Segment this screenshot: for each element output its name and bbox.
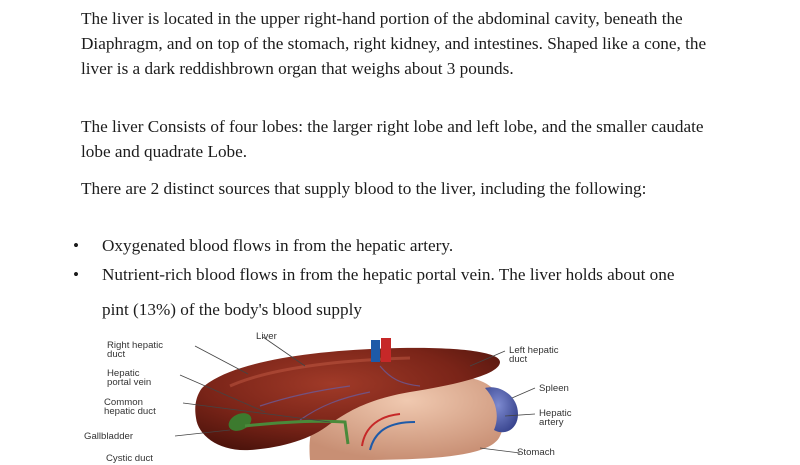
label-left-hepatic-duct-2: duct <box>509 354 528 365</box>
label-common-hepatic-duct: Common <box>104 397 143 408</box>
lobes-paragraph: The liver Consists of four lobes: the larger right lobe and left lobe, and the smaller caudate lobe and quadrate Lobe. <box>81 117 704 161</box>
label-right-hepatic-duct-2: duct <box>107 349 126 360</box>
liver-anatomy-figure <box>80 326 600 464</box>
list-item-text: Oxygenated blood flows in from the hepatic artery. <box>102 236 454 255</box>
label-spleen: Spleen <box>539 383 569 394</box>
label-hepatic-artery: Hepatic <box>539 408 572 419</box>
label-cystic-duct: Cystic duct <box>106 453 153 464</box>
label-hepatic-portal-vein: Hepatic <box>107 368 140 379</box>
vena-cava <box>371 340 380 362</box>
aorta <box>381 338 391 362</box>
label-hepatic-artery-2: artery <box>539 417 564 428</box>
bullet-icon: • <box>73 236 80 255</box>
list-item <box>70 233 770 258</box>
bullet-icon: • <box>73 265 80 284</box>
list-item-text: Nutrient-rich blood flows in from the hepatic portal vein. The liver holds about one <box>102 265 675 284</box>
blood-source-list <box>70 233 770 322</box>
label-right-hepatic-duct: Right hepatic <box>107 340 163 351</box>
label-left-hepatic-duct: Left hepatic <box>509 345 559 356</box>
label-stomach: Stomach <box>517 447 555 458</box>
label-common-hepatic-duct-2: hepatic duct <box>104 406 156 417</box>
label-hepatic-portal-vein-2: portal vein <box>107 377 152 388</box>
label-gallbladder: Gallbladder <box>84 431 134 442</box>
blood-supply-paragraph: There are 2 distinct sources that supply blood to the liver, including the following: <box>81 179 647 198</box>
label-liver: Liver <box>256 331 277 342</box>
list-item-continuation: pint (13%) of the body's blood supply <box>102 300 362 319</box>
intro-paragraph: The liver is located in the upper right-hand portion of the abdominal cavity, beneath the Diaphragm, and on top of the stomach, right kidney, and intestines. Shaped like a cone, the liver is a dark reddishbrown organ that weighs about 3 pounds. <box>81 9 707 78</box>
list-item <box>70 262 770 322</box>
